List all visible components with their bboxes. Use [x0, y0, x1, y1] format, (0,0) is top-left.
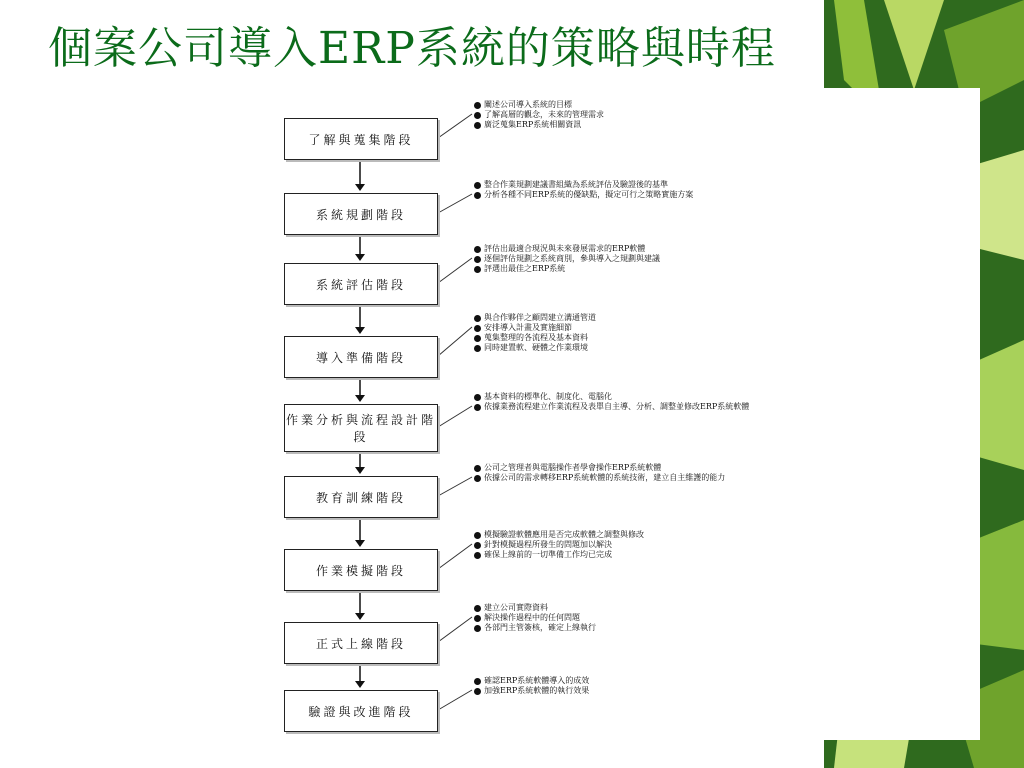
step-notes-5	[474, 392, 974, 412]
note-item	[474, 323, 974, 333]
note-text: 同時建置軟、硬體之作業環境	[484, 343, 588, 352]
bullet-icon	[474, 532, 481, 539]
step-box-9: 驗證與改進階段	[284, 690, 438, 732]
note-text: 針對模擬過程所發生的問題加以解決	[484, 540, 612, 549]
note-text: 建立公司實際資料	[484, 603, 548, 612]
note-text: 評選出最佳之ERP系統	[484, 264, 566, 273]
bullet-icon	[474, 122, 481, 129]
step-notes-2	[474, 180, 974, 200]
note-item	[474, 120, 974, 130]
note-text: 蒐集整理的各流程及基本資料	[484, 333, 588, 342]
note-item	[474, 686, 974, 696]
step-box-6: 教育訓練階段	[284, 476, 438, 518]
note-item	[474, 613, 974, 623]
note-text: 模擬驗證軟體應用是否完成軟體之調整與修改	[484, 530, 644, 539]
step-notes-3	[474, 244, 974, 274]
bullet-icon	[474, 112, 481, 119]
note-item	[474, 392, 974, 402]
bullet-icon	[474, 102, 481, 109]
bullet-icon	[474, 394, 481, 401]
note-text: 依據業務流程建立作業流程及表單自主導、分析、調整並修改ERP系統軟體	[484, 402, 750, 411]
bullet-icon	[474, 625, 481, 632]
note-item	[474, 343, 974, 353]
note-text: 評估出最適合現況與未來發展需求的ERP軟體	[484, 244, 646, 253]
note-item	[474, 402, 974, 412]
bullet-icon	[474, 266, 481, 273]
note-item	[474, 676, 974, 686]
bullet-icon	[474, 615, 481, 622]
bullet-icon	[474, 678, 481, 685]
note-item	[474, 180, 974, 190]
note-item	[474, 333, 974, 343]
note-text: 安排導入計畫及實施細節	[484, 323, 572, 332]
note-text: 基本資料的標準化、制度化、電腦化	[484, 392, 612, 401]
note-item	[474, 244, 974, 254]
note-text: 解決操作過程中的任何問題	[484, 613, 580, 622]
bullet-icon	[474, 465, 481, 472]
step-box-2: 系統規劃階段	[284, 193, 438, 235]
note-item	[474, 530, 974, 540]
bullet-icon	[474, 542, 481, 549]
note-text: 闡述公司導入系統的目標	[484, 100, 572, 109]
bullet-icon	[474, 246, 481, 253]
note-text: 分析各種不同ERP系統的優缺點，擬定可行之策略實施方案	[484, 190, 694, 199]
bullet-icon	[474, 325, 481, 332]
bullet-icon	[474, 605, 481, 612]
step-box-3: 系統評估階段	[284, 263, 438, 305]
step-notes-9	[474, 676, 974, 696]
note-item	[474, 540, 974, 550]
bullet-icon	[474, 315, 481, 322]
step-notes-4	[474, 313, 974, 353]
bullet-icon	[474, 256, 481, 263]
bullet-icon	[474, 688, 481, 695]
step-box-5: 作業分析與流程設計階段	[284, 404, 438, 452]
step-box-8: 正式上線階段	[284, 622, 438, 664]
note-text: 各部門主管簽核，確定上線執行	[484, 623, 596, 632]
note-item	[474, 190, 974, 200]
note-item	[474, 100, 974, 110]
step-box-7: 作業模擬階段	[284, 549, 438, 591]
note-item	[474, 264, 974, 274]
note-item	[474, 463, 974, 473]
bullet-icon	[474, 192, 481, 199]
step-notes-7	[474, 530, 974, 560]
note-text: 與合作夥伴之顧問建立溝通管道	[484, 313, 596, 322]
note-item	[474, 110, 974, 120]
step-notes-6	[474, 463, 974, 483]
bullet-icon	[474, 345, 481, 352]
bullet-icon	[474, 404, 481, 411]
note-item	[474, 550, 974, 560]
step-box-4: 導入準備階段	[284, 336, 438, 378]
step-notes-8	[474, 603, 974, 633]
bullet-icon	[474, 182, 481, 189]
bullet-icon	[474, 552, 481, 559]
note-text: 加強ERP系統軟體的執行效果	[484, 686, 590, 695]
note-text: 了解高層的觀念，未來的管理需求	[484, 110, 604, 119]
note-item	[474, 254, 974, 264]
note-text: 確認ERP系統軟體導入的成效	[484, 676, 590, 685]
note-text: 公司之管理者與電腦操作者學會操作ERP系統軟體	[484, 463, 662, 472]
page-title: 個案公司導入ERP系統的策略與時程	[48, 23, 776, 74]
note-item	[474, 473, 974, 483]
note-text: 確保上線前的一切準備工作均已完成	[484, 550, 612, 559]
bullet-icon	[474, 475, 481, 482]
note-item	[474, 603, 974, 613]
note-item	[474, 313, 974, 323]
bullet-icon	[474, 335, 481, 342]
note-text: 整合作業規劃建議書組織為系統評估及驗證後的基準	[484, 180, 668, 189]
step-box-1: 了解與蒐集階段	[284, 118, 438, 160]
step-notes-1	[474, 100, 974, 130]
note-item	[474, 623, 974, 633]
note-text: 廣泛蒐集ERP系統相關資訊	[484, 120, 582, 129]
note-text: 依據公司的需求轉移ERP系統軟體的系統技術，建立自主維護的能力	[484, 473, 726, 482]
note-text: 逐個評估規劃之系統商別，參與導入之規劃與建議	[484, 254, 660, 263]
